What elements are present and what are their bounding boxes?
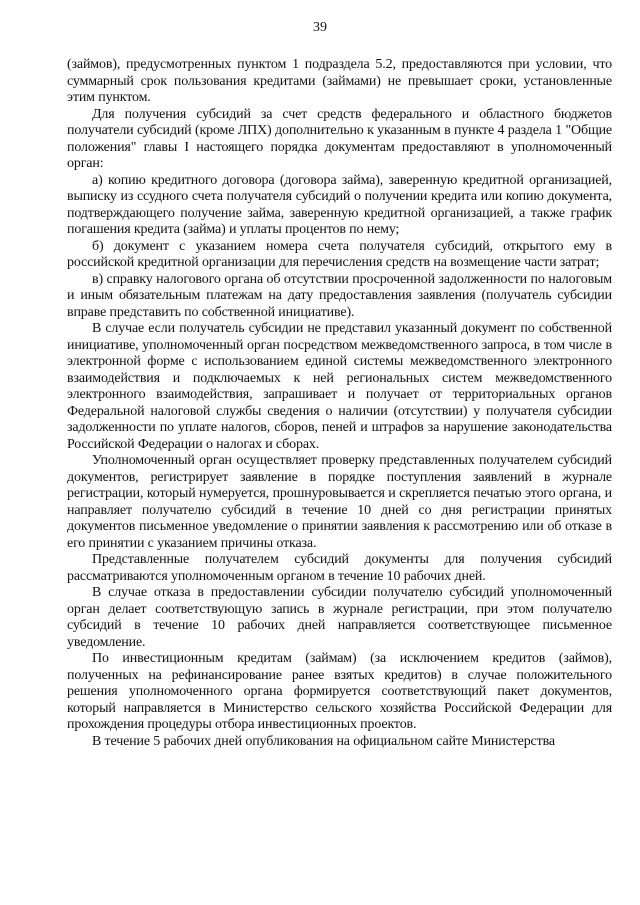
list-item-a: а) копию кредитного договора (договора займа), заверенную кредитной организацией, выписку из ссудного счета получателя субсидий о получении кредита или копию документа, подтверждающего получение займа, заверенную кредитной организацией, а также график погашения кредита (займа) и уплаты процентов по нему;: [67, 172, 612, 237]
page-number: 39: [313, 20, 327, 35]
list-item-b: б) документ с указанием номера счета получателя субсидий, открытого ему в российской кредитной организации для перечисления средств на возмещение части затрат;: [67, 238, 612, 270]
paragraph: По инвестиционным кредитам (займам) (за исключением кредитов (займов), полученных на рефинансирование ранее взятых кредитов) в случае положительного решения уполномоченного органа формируется соответствующий пакет документов, который направляется в Министерство сельского хозяйства Российской Федерации для прохождения процедуры отбора инвестиционных проектов.: [67, 651, 612, 732]
paragraph: Для получения субсидий за счет средств федерального и областного бюджетов получатели субсидий (кроме ЛПХ) дополнительно к указанным в пункте 4 раздела 1 "Общие положения" главы I настоящего порядка документам предоставляют в уполномоченный орган:: [67, 106, 612, 171]
document-body: [67, 57, 612, 750]
paragraph: Уполномоченный орган осуществляет проверку представленных получателем субсидий документов, регистрирует заявление в порядке поступления заявлений в журнале регистрации, который нумеруется, прошнуровывается и скрепляется печатью этого органа, и направляет получателю субсидий в течение 10 дней со дня регистрации принятых документов письменное уведомление о принятии заявления к рассмотрению или об отказе в его принятии с указанием причины отказа.: [67, 453, 612, 551]
paragraph-continuation: (займов), предусмотренных пунктом 1 подраздела 5.2, предоставляются при условии, что суммарный срок пользования кредитами (займами) не превышает сроки, установленные этим пунктом.: [67, 57, 612, 105]
paragraph: В случае если получатель субсидии не представил указанный документ по собственной инициативе, уполномоченный орган посредством межведомственного запроса, в том числе в электронной форме с использованием единой системы межведомственного электронного взаимодействия и подключаемых к ней региональных систем межведомственного электронного взаимодействия, запрашивает и получает от территориальных органов Федеральной налоговой службы сведения о наличии (отсутствии) у получателя субсидии задолженности по уплате налогов, сборов, пеней и штрафов за нарушение законодательства Российской Федерации о налогах и сборах.: [67, 321, 612, 452]
paragraph: Представленные получателем субсидий документы для получения субсидий рассматриваются уполномоченным органом в течение 10 рабочих дней.: [67, 552, 612, 584]
list-item-c: в) справку налогового органа об отсутствии просроченной задолженности по налоговым и иным обязательным платежам на дату предоставления заявления (получатель субсидии вправе представить по собственной инициативе).: [67, 271, 612, 320]
paragraph-truncated: В течение 5 рабочих дней опубликования на официальном сайте Министерства: [92, 733, 555, 749]
paragraph: В случае отказа в предоставлении субсидии получателю субсидий уполномоченный орган делает соответствующую запись в журнале регистрации, при этом получателю субсидий в течение 10 рабочих дней направляется соответствующее письменное уведомление.: [67, 585, 612, 650]
